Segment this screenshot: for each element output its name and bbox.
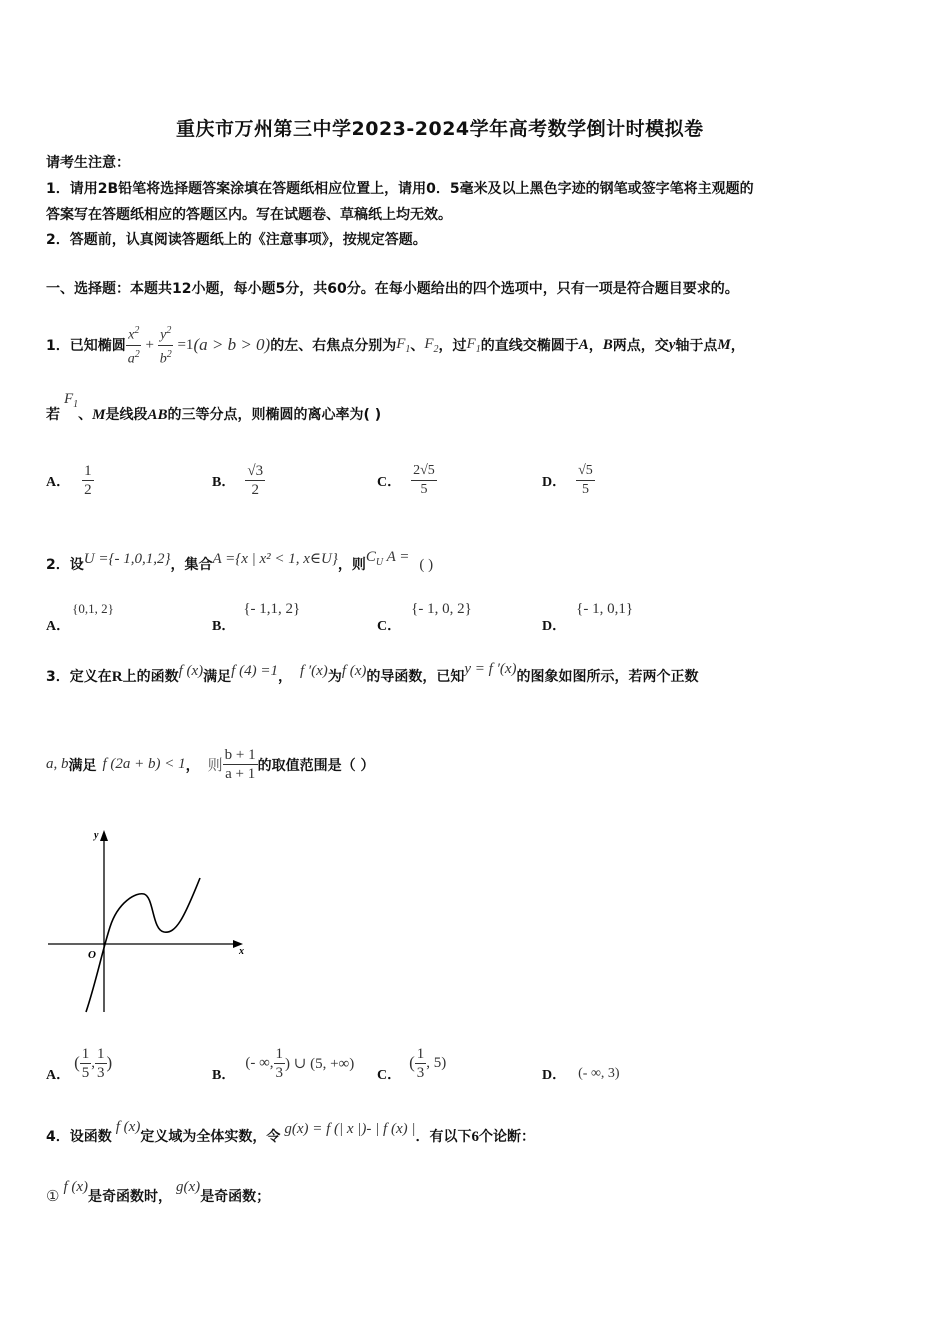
q4-text-b: ．有以下 [415,1129,472,1145]
q2-option-c-value: {- 1, 0, 2} [411,601,472,617]
question-4 [46,1119,535,1146]
q1-number: 1．已知椭圆 [46,338,126,355]
q1-text-c: 的直线交椭圆于 [480,338,579,355]
q1-option-b-value: $\frac{√3}{2}$ [247,463,264,498]
q2-option-c-label: C． [377,619,402,634]
q3-option-b-frac: $\frac{1}{3}$ [275,1045,284,1081]
point-m-b: M [92,407,106,423]
q2-number: 2．设 [46,557,84,573]
q1-line2-b: 、 [78,407,93,423]
q1-option-c[interactable] [377,462,437,499]
focus-f1: $F_1$ [396,335,411,355]
graph-y-label: y [94,830,99,841]
q1-line2-d: 的三等分点，则椭圆的离心率为( ) [167,407,382,423]
q3-ze: 则 [207,758,223,774]
q1-end: ， [730,338,745,355]
set-a: A ={x | x² < 1, x∈U} [212,551,338,567]
q1-option-a[interactable] [46,462,94,499]
q4-text-c: 个论断： [478,1129,535,1145]
q2-option-b-label: B． [212,619,236,634]
q3-text-g: 满足 [68,757,97,774]
q1-comma: ， [588,338,603,355]
q2-option-d[interactable] [542,601,633,635]
q3-text-f: 的图象如图所示，若两个正数 [516,669,699,685]
q3-number: 3．定义在 [46,669,112,685]
q2-option-b[interactable] [212,601,300,635]
q3-option-c[interactable]: C． ( $\frac{1}{3}$ , 5) [377,1045,447,1083]
point-b: B [602,336,613,353]
q4-func-f: f (x) [115,1119,141,1135]
ellipse-x-term: $\frac{x^2}{a^2}$ [126,322,142,368]
q1-text-d: 两点，交 [612,338,669,355]
q3-option-a-frac-1: $\frac{1}{5}$ [81,1045,90,1081]
circled-one-icon: ① [46,1189,60,1205]
y-equals-f-prime: y = f ′(x) [464,661,517,677]
complement-expr: $C_U$ A = [365,549,410,568]
q4-item1-text-a: 是奇函数时， [88,1189,173,1205]
q3-text-e: 的导函数，已知 [366,669,465,685]
section-heading: 一、选择题：本题共12小题，每小题5分，共60分。在每小题给出的四个选项中，只有一项是符合题目要求的。 [46,281,739,297]
q2-option-a[interactable] [46,601,114,635]
question-1-line-1: 1．已知椭圆 $\frac{x^2}{a^2}$ + $\frac{y^2}{b^2}$ =1 (a > b > 0) 的左、右焦点分别为 $F_1$ 、 $F_2$ ，过 $F_1$ 的直线交椭圆于 A ， B 两点，交 y 轴于点 M ， [46,322,745,368]
q3-option-b[interactable]: B． (- ∞, $\frac{1}{3}$ ) ∪ (5, +∞) [212,1045,355,1083]
point-m: M [717,336,731,353]
q2-answer-paren: ( ) [419,557,434,573]
q3-option-a[interactable]: A． ( $\frac{1}{5}$ , $\frac{1}{3}$ ) [46,1045,113,1083]
q1-line2-a: 若 [46,407,60,423]
real-set: R [111,669,123,685]
q1-option-a-label: A． [46,474,71,490]
q3-text-b: 满足 [203,669,232,685]
q4-func-g: g(x) = f (| x |)- | f (x) | [284,1121,416,1137]
q2-text-a: ，集合 [170,557,213,573]
q3-option-a-frac-2: $\frac{1}{3}$ [97,1045,105,1081]
q2-option-a-value: {0,1, 2} [72,601,114,616]
notice-item-1-line-1: 1．请用2B铅笔将选择题答案涂填在答题纸相应位置上，请用0．5毫米及以上黑色字迹的钢笔或签字笔将主观题的 [46,181,754,197]
notice-item-2: 2．答题前，认真阅读答题纸上的《注意事项》，按规定答题。 [46,232,427,248]
graph-origin-label: O [88,949,96,961]
q3-option-c-label: C． [377,1068,402,1083]
q4-item-1 [46,1179,271,1206]
q2-option-c[interactable] [377,601,472,635]
point-a: A [578,336,589,353]
question-2 [46,549,434,574]
question-1-line-2 [46,391,382,424]
q1-option-c-label: C． [377,474,402,490]
q4-text-a: 定义域为全体实数，令 [140,1129,281,1145]
q4-count: 6 [471,1129,479,1145]
page-title: 重庆市万州第三中学2023-2024学年高考数学倒计时模拟卷 [176,118,704,140]
vars-a-b: a, b [46,756,69,772]
q1-text-e: 轴于点 [675,338,718,355]
q3-text-a: 上的函数 [122,669,179,685]
func-f-b: f (x) [341,663,367,679]
q3-text-i: 的取值范围是（ ） [257,757,375,774]
q3-text-d: 为 [327,669,342,685]
q4-item1-g: g(x) [176,1179,201,1195]
q2-option-d-value: {- 1, 0,1} [576,601,634,617]
q1-sep: 、 [410,338,425,355]
focus-f2: $F_2$ [424,335,439,355]
func-f-prime: f ′(x) [299,663,328,679]
q1-text-a: 的左、右焦点分别为 [270,338,397,355]
segment-ab: AB [147,407,168,423]
q2-option-d-label: D． [542,619,567,634]
y-axis-arrow-icon [100,830,108,841]
ellipse-condition: (a > b > 0) [193,335,271,355]
q2-text-b: ，则 [337,557,366,573]
q1-option-a-value: $\frac{1}{2}$ [84,463,92,498]
derivative-graph [40,822,260,1022]
q1-option-c-value: $\frac{2√5}{5}$ [413,463,435,497]
q3-option-d-label: D． [542,1068,567,1083]
focus-f1-b: $F_1$ [466,335,481,355]
question-3-line-1 [46,661,699,686]
graph-x-label: x [239,946,244,957]
q3-text-h: ， [185,757,200,774]
q3-option-a-label: A． [46,1068,71,1083]
notice-heading: 请考生注意： [46,155,130,171]
q4-item1-f: f (x) [63,1179,89,1195]
q1-option-d-value: $\frac{√5}{5}$ [578,463,593,497]
q3-option-c-frac: $\frac{1}{3}$ [416,1045,425,1081]
f-of-4: f (4) =1 [231,663,278,679]
set-u: U ={- 1,0,1,2} [83,551,171,567]
q1-option-b-label: B． [212,474,236,490]
q1-text-b: ，过 [438,338,467,355]
q3-option-d-value: (- ∞, 3) [578,1066,620,1081]
derivative-curve [86,878,200,1012]
q4-number: 4．设函数 [46,1129,112,1145]
func-f: f (x) [178,663,204,679]
axis-y: y [668,336,676,353]
inequality: f (2a + b) < 1 [102,756,186,772]
ellipse-y-term: $\frac{y^2}{b^2}$ [158,322,174,368]
q2-option-a-label: A． [46,619,71,634]
focus-f1-c: $F_1$ [64,391,79,410]
q1-line2-c: 是线段 [105,407,148,423]
q3-text-c: ， [277,669,292,685]
notice-item-1-line-2: 答案写在答题纸相应的答题区内。写在试题卷、草稿纸上均无效。 [46,207,452,223]
q4-item1-text-b: 是奇函数； [200,1189,271,1205]
q1-option-d[interactable] [542,462,595,499]
q2-option-b-value: {- 1,1, 2} [243,601,301,617]
question-3-line-2 [46,746,375,783]
q1-option-b[interactable] [212,462,265,499]
ratio-fraction: $\frac{b + 1}{a + 1}$ [224,747,256,782]
q3-option-b-label: B． [212,1068,236,1083]
q3-option-d[interactable] [542,1064,620,1084]
q1-option-d-label: D． [542,474,567,490]
